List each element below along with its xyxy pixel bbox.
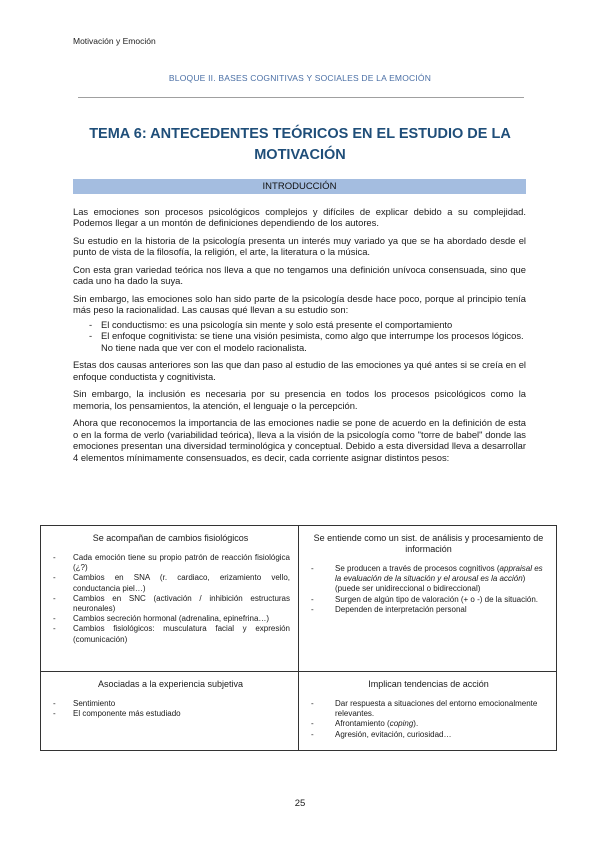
list-item-text: ) (puede ser unidireccional o bidireccional): [335, 574, 526, 594]
list-item-text: El enfoque cognitivista: se tiene una visión pesimista, como algo que interrumpe los procesos lógicos. No tiene nada que ver con el modelo racionalista.: [101, 330, 524, 353]
paragraph: Ahora que reconocemos la importancia de las emociones nadie se pone de acuerdo en la definición de esta o en la forma de verlo (variabilidad teórica), lleva a la visión de la psicología como "torre de babel" donde las emociones presentan una diversidad terminológica y conceptual. Debido a esta diversidad lleva a desarrollar 4 elementos mínimamente consensuados, es decir, cada corriente asignar distintos pesos:: [73, 417, 526, 463]
dash-bullet: -: [53, 573, 56, 583]
dash-bullet: -: [311, 594, 314, 604]
list-item-text: Cambios en SNA (r. cardiaco, erizamiento vello, conductancia piel…): [73, 573, 290, 593]
cell-title: Implican tendencias de acción: [368, 679, 489, 689]
list-item: [51, 709, 290, 719]
cell-title: Se acompañan de cambios fisiológicos: [92, 533, 249, 543]
list-item-text: El componente más estudiado: [73, 709, 181, 719]
page-title: TEMA 6: ANTECEDENTES TEÓRICOS EN EL ESTUDIO DE LA MOTIVACIÓN: [89, 126, 511, 163]
dash-bullet: -: [53, 614, 56, 624]
dash-bullet: -: [311, 604, 314, 614]
list-item-text: Cambios fisiológicos: musculatura facial y expresión (comunicación): [73, 624, 290, 644]
causes-list: [73, 319, 526, 353]
dash-bullet: -: [311, 699, 314, 708]
list-item: [309, 595, 548, 605]
cell-list: [51, 553, 290, 645]
cell-title: Asociadas a la experiencia subjetiva: [97, 679, 244, 689]
list-item-text: Dar respuesta a situaciones del entorno emocionalmente relevantes.: [335, 699, 538, 719]
table-cell: [299, 526, 557, 672]
dash-bullet: -: [53, 553, 56, 562]
list-item-text: Agresión, evitación, curiosidad…: [335, 729, 452, 739]
dash-bullet: -: [89, 330, 93, 342]
list-item: [51, 624, 290, 644]
table-cell: [41, 526, 299, 672]
dash-bullet: -: [53, 624, 56, 634]
cell-list: [51, 699, 290, 719]
list-item: [51, 699, 290, 709]
list-item-text: Cambios en SNC (activación / inhibición estructuras neuronales): [73, 593, 290, 614]
list-item: [309, 605, 548, 615]
list-item: [309, 719, 548, 729]
dash-bullet: -: [311, 719, 314, 729]
paragraph: Estas dos causas anteriores son las que dan paso al estudio de las emociones ya qué antes si se creía en el enfoque conductista y cognitivista.: [73, 359, 526, 382]
list-item: [51, 553, 290, 573]
table-cell: [41, 672, 299, 751]
list-item: [309, 564, 548, 595]
list-item: [51, 614, 290, 624]
paragraph: Con esta gran variedad teórica nos lleva a que no tengamos una definición unívoca consensuada, sino que cada uno ha dado la suya.: [73, 264, 526, 287]
list-item-text: Se producen a través de procesos cognitivos (: [335, 564, 500, 573]
list-item-emphasis: coping: [389, 719, 414, 729]
cell-list: [309, 564, 548, 615]
running-head: Motivación y Emoción: [73, 36, 156, 46]
dash-bullet: -: [53, 699, 56, 708]
paragraph: Sin embargo, las emociones solo han sido parte de la psicología desde hace poco, porque al principio tenía más peso la racionalidad. Las causas qué llevan a su estudio son:: [73, 293, 526, 316]
list-item-text: Cada emoción tiene su propio patrón de reacción fisiológica (¿?): [73, 553, 290, 573]
body-text: [73, 206, 526, 469]
list-item-text: Dependen de interpretación personal: [335, 604, 467, 614]
list-item-text: Cambios secreción hormonal (adrenalina, epinefrina…): [73, 614, 270, 624]
cell-list: [309, 699, 548, 740]
dash-bullet: -: [53, 593, 56, 603]
page-number: 25: [294, 798, 306, 809]
paragraph: Su estudio en la historia de la psicología presenta un interés muy variado ya que se ha abordado desde el punto de vista de la filosofía, la religión, el arte, la literatura o la música.: [73, 235, 526, 258]
list-item-text: Afrontamiento (: [335, 719, 390, 729]
list-item-emphasis: appraisal es la evaluación de la situación y el arousal es la acción: [335, 564, 543, 584]
list-item-text: Sentimiento: [73, 699, 116, 708]
paragraph: Las emociones son procesos psicológicos complejos y difíciles de explicar debido a su complejidad. Podemos llegar a un montón de definiciones dependiendo de los autores.: [73, 206, 526, 229]
elements-table: [40, 525, 557, 751]
list-item: [51, 573, 290, 593]
section-heading: INTRODUCCIÓN: [73, 179, 526, 194]
list-item: [309, 699, 548, 719]
dash-bullet: -: [53, 709, 56, 719]
cell-title: Se entiende como un sist. de análisis y procesamiento de información: [313, 533, 544, 554]
dash-bullet: -: [311, 564, 314, 573]
list-item-text: El conductismo: es una psicología sin mente y solo está presente el comportamiento: [101, 319, 453, 330]
list-item: [73, 330, 526, 353]
dash-bullet: -: [89, 319, 93, 330]
list-item: [309, 730, 548, 740]
list-item-text: Surgen de algún tipo de valoración (+ o -) de la situación.: [335, 594, 539, 604]
header-divider: [78, 97, 524, 98]
block-title: BLOQUE II. BASES COGNITIVAS Y SOCIALES DE LA EMOCIÓN: [168, 73, 432, 83]
dash-bullet: -: [311, 729, 314, 739]
paragraph: Sin embargo, la inclusión es necesaria por su presencia en todos los procesos psicológicos como la memoria, los pensamientos, la atención, el lenguaje o la percepción.: [73, 388, 526, 411]
list-item-text: ).: [413, 719, 419, 729]
list-item: [51, 594, 290, 614]
table-cell: [299, 672, 557, 751]
list-item: [73, 319, 526, 330]
